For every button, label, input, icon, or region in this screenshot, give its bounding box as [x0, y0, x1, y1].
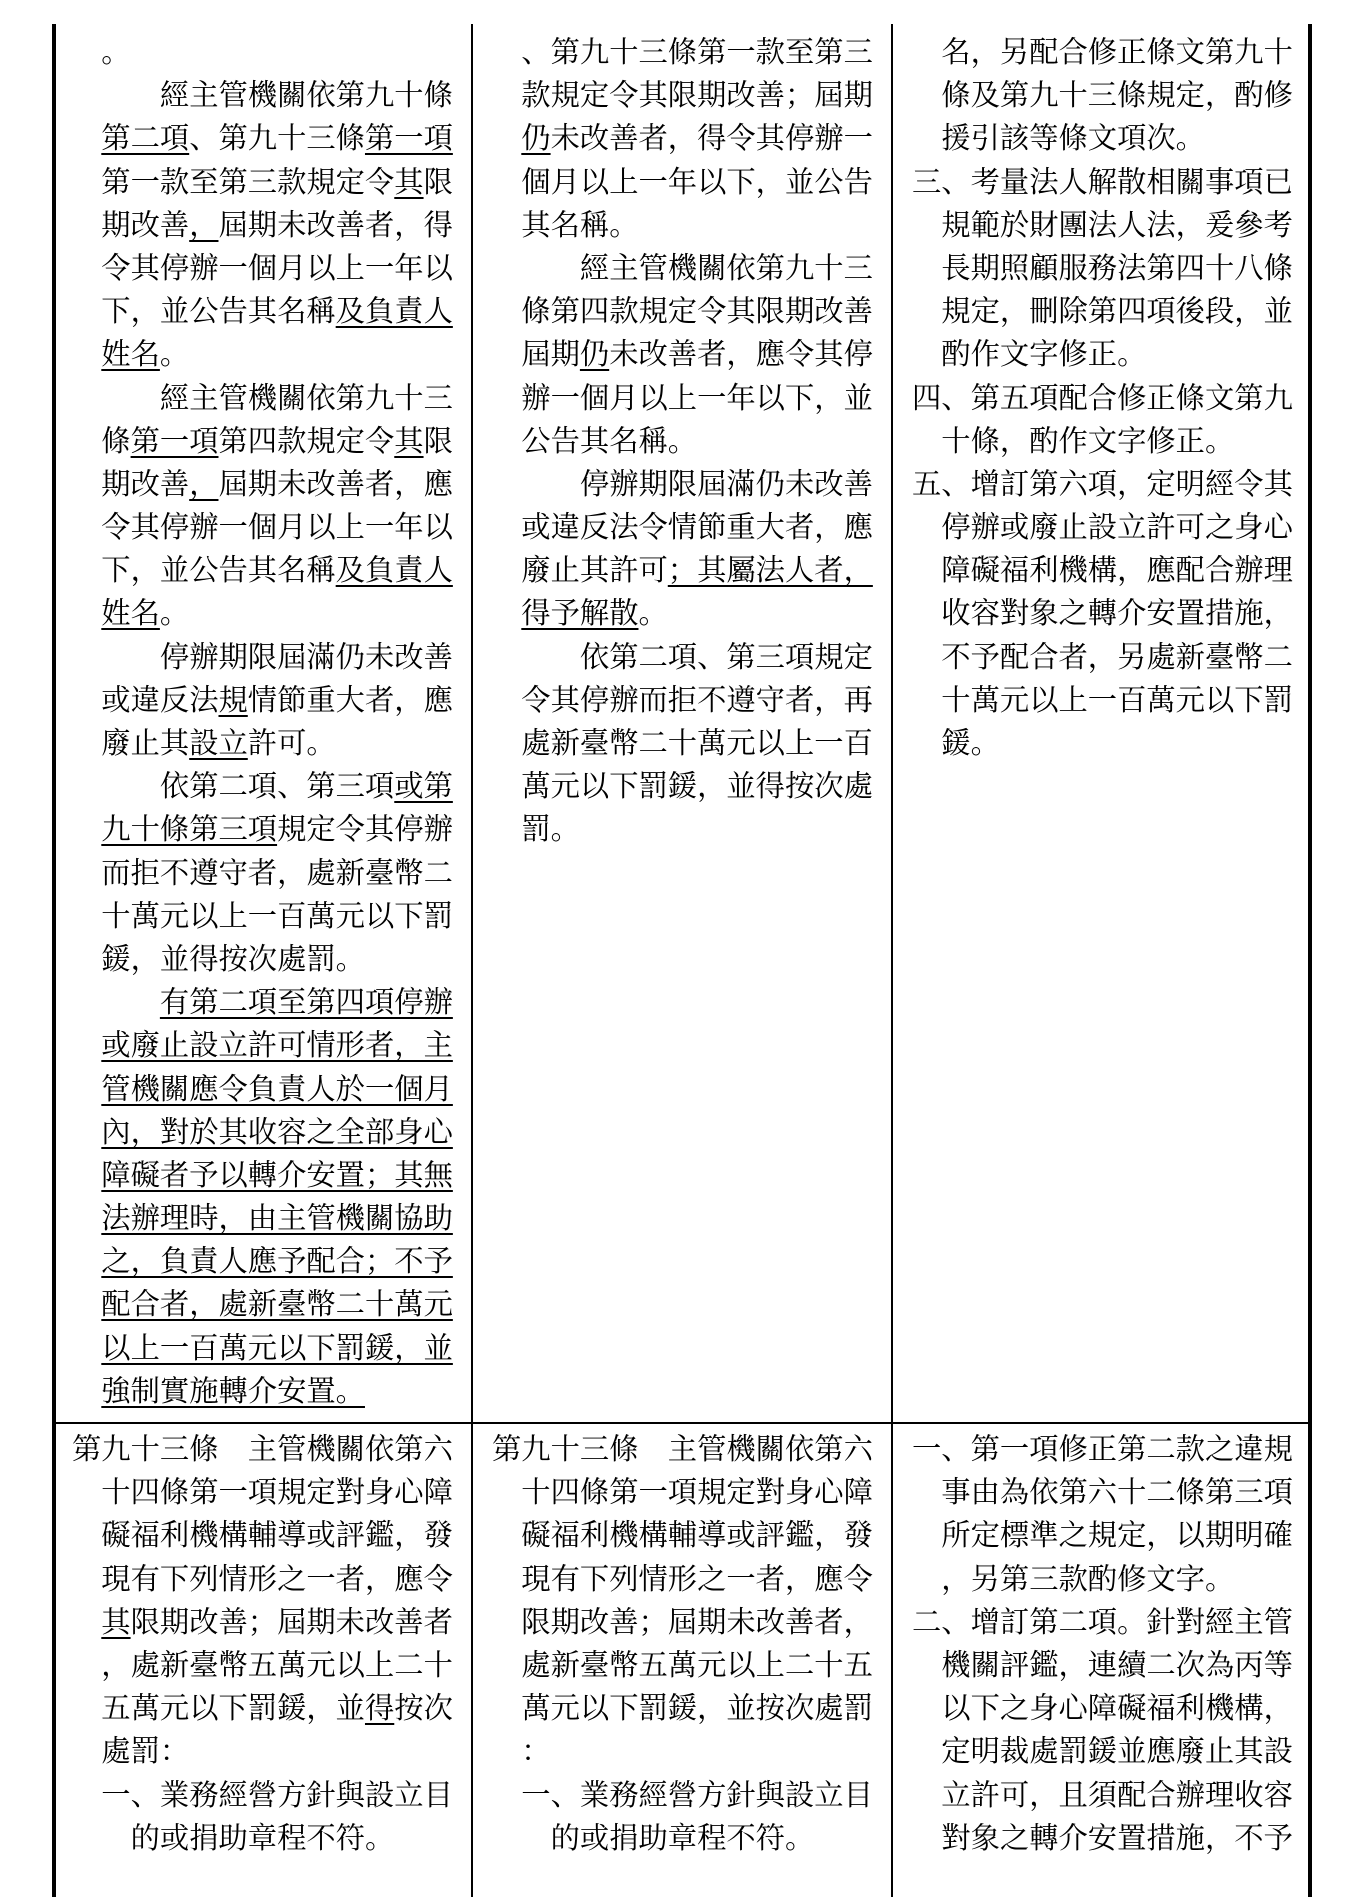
text-segment: 十萬元以上一百萬元以下罰: [101, 898, 453, 933]
text-line: [72, 1240, 453, 1283]
text-segment: 未改善者，得令其停辦一: [550, 121, 873, 156]
text-line: [492, 420, 873, 463]
text-segment: 停辦期限屆滿仍未改善: [579, 466, 873, 501]
column-divider-2: [891, 24, 893, 1897]
text-segment: 按次: [394, 1691, 453, 1726]
article-block: [72, 1428, 453, 1774]
underlined-text: 之，負責人應予配合；不予: [101, 1244, 453, 1279]
row-divider: [52, 1422, 1312, 1424]
text-segment: 處新臺幣五萬元以上二十五: [521, 1647, 873, 1682]
text-line: [72, 1471, 453, 1514]
underlined-text: 以上一百萬元以下罰鍰，並: [101, 1330, 453, 1365]
text-line: [912, 333, 1293, 376]
text-line: [492, 1644, 873, 1687]
text-line: [72, 679, 453, 722]
text-line: [72, 1370, 453, 1413]
text-line: [912, 679, 1293, 722]
text-line: [492, 506, 873, 549]
text-segment: 十條，酌作文字修正。: [941, 423, 1235, 458]
text-line: [492, 636, 873, 679]
underlined-text: 第一項: [364, 121, 453, 156]
text-segment: 處新臺幣二十萬元以上一百: [521, 726, 873, 760]
text-segment: 長期照顧服務法第四十八條: [941, 250, 1293, 285]
text-segment: 許可。: [247, 726, 336, 760]
text-segment: 礙福利機構輔導或評鑑，發: [101, 1518, 453, 1553]
text-segment: 限: [423, 164, 453, 199]
underlined-text: ；其屬法人者，: [667, 553, 873, 588]
text-segment: 令其停辦而拒不遵守者，再: [521, 682, 873, 717]
list-item: [72, 1774, 453, 1860]
text-segment: 令其停辦一個月以上一年以: [101, 510, 453, 545]
text-segment: 廢止其: [101, 726, 190, 760]
text-line: [492, 722, 873, 765]
text-line: [912, 1817, 1293, 1860]
text-line: [72, 1068, 453, 1111]
text-line: [72, 204, 453, 247]
text-segment: 限期改善；屆期未改善者: [130, 1604, 453, 1639]
paragraph: [72, 981, 453, 1413]
table-border-right: [1308, 24, 1312, 1897]
text-segment: 五萬元以下罰鍰，並: [101, 1691, 365, 1726]
text-line: [72, 636, 453, 679]
text-line: [492, 1687, 873, 1730]
text-segment: 。: [159, 337, 190, 372]
text-segment: 停辦或廢止設立許可之身心: [941, 510, 1293, 545]
text-segment: 障礙福利機構，應配合辦理: [941, 553, 1293, 588]
underlined-text: 其: [394, 164, 424, 199]
text-segment: 名，另配合修正條文第九十: [941, 35, 1293, 69]
paragraph: [72, 765, 453, 981]
list-item: [492, 1774, 873, 1860]
text-segment: 十萬元以上一百萬元以下罰: [941, 682, 1293, 717]
text-line: [492, 161, 873, 204]
text-segment: 所定標準之規定，以期明確: [941, 1518, 1293, 1553]
underlined-text: 障礙者予以轉介安置；其無: [101, 1157, 453, 1192]
text-line: [912, 549, 1293, 592]
text-segment: 限期改善；屆期未改善者，: [521, 1604, 873, 1639]
text-segment: 未改善者，應令其停: [609, 337, 873, 372]
text-segment: 對象之轉介安置措施，不予: [941, 1820, 1293, 1855]
text-segment: 規定，刪除第四項後段，並: [941, 294, 1293, 329]
continued-paragraph: [72, 31, 453, 74]
underlined-text: 得予解散: [521, 596, 639, 631]
current-provision-cell: [492, 1428, 873, 1860]
text-segment: 援引該等條文項次。: [941, 121, 1205, 156]
underlined-text: 得: [364, 1691, 395, 1726]
explanation-cell: [912, 1428, 1293, 1860]
text-line: [912, 1687, 1293, 1730]
text-segment: 下，並公告其名稱: [101, 553, 336, 588]
text-segment: 廢止其許可: [521, 553, 668, 588]
text-line: [72, 549, 453, 592]
text-segment: 或違反法: [101, 682, 219, 717]
text-segment: 辦一個月以上一年以下，並: [521, 380, 873, 415]
text-segment: 其名稱。: [521, 207, 639, 242]
text-segment: 規定令其停辦: [277, 812, 453, 847]
text-line: [72, 1327, 453, 1370]
explanation-note: [912, 1428, 1293, 1601]
text-segment: 期改善: [101, 466, 190, 501]
text-segment: 定明裁處罰鍰並應廢止其設: [941, 1734, 1293, 1769]
text-segment: 款規定令其限期改善；屆期: [521, 78, 873, 113]
table-border-left: [52, 24, 56, 1897]
underlined-text: 強制實施轉介安置。: [101, 1373, 365, 1408]
text-segment: 依第二項、第三項規定: [579, 639, 873, 674]
text-segment: 五、增訂第六項，定明經令其: [912, 466, 1293, 501]
text-line: [492, 1514, 873, 1557]
text-segment: 條: [101, 423, 131, 458]
text-line: [72, 247, 453, 290]
text-line: [912, 722, 1293, 765]
text-segment: 、第九十三條: [189, 121, 365, 156]
text-line: [912, 377, 1293, 420]
text-line: [72, 592, 453, 635]
text-line: [492, 1558, 873, 1601]
text-line: [492, 463, 873, 506]
text-line: [72, 722, 453, 765]
text-line: [492, 117, 873, 160]
article-block: [492, 1428, 873, 1774]
text-line: [912, 204, 1293, 247]
text-segment: 萬元以下罰鍰，並按次處罰: [521, 1691, 873, 1726]
text-line: [912, 1644, 1293, 1687]
text-line: [72, 808, 453, 851]
text-segment: 停辦期限屆滿仍未改善: [159, 639, 453, 674]
text-line: [72, 377, 453, 420]
text-line: [492, 1730, 873, 1773]
explanation-note: [912, 463, 1293, 765]
underlined-text: 有第二項至第四項停辦: [159, 985, 453, 1020]
article-heading: 第九十三條: [492, 1432, 639, 1466]
text-segment: 情節重大者，應: [247, 682, 453, 717]
text-line: [912, 636, 1293, 679]
text-line: [72, 1514, 453, 1557]
text-segment: 屆期: [521, 337, 580, 372]
paragraph: [492, 247, 873, 463]
text-segment: 下，並公告其名稱: [101, 294, 336, 329]
text-line: [492, 549, 873, 592]
text-line: [912, 117, 1293, 160]
text-line: [72, 1428, 453, 1471]
text-line: [72, 1601, 453, 1644]
text-line: [72, 981, 453, 1024]
underlined-text: 設立: [189, 726, 248, 760]
text-line: [912, 420, 1293, 463]
text-line: [912, 463, 1293, 506]
text-line: [72, 938, 453, 981]
text-segment: 處罰：: [101, 1734, 190, 1769]
text-segment: 礙福利機構輔導或評鑑，發: [521, 1518, 873, 1553]
text-segment: 公告其名稱。: [521, 423, 698, 458]
text-segment: 規範於財團法人法，爰參考: [941, 207, 1293, 242]
text-segment: 限: [423, 423, 453, 458]
text-segment: ：: [521, 1734, 551, 1769]
text-segment: 一、業務經營方針與設立目: [521, 1777, 873, 1812]
text-line: [72, 1774, 453, 1817]
text-line: [912, 1428, 1293, 1471]
text-line: [72, 895, 453, 938]
text-line: [72, 31, 453, 74]
text-line: [492, 1428, 873, 1471]
paragraph: [72, 74, 453, 376]
amended-provision-cell: [72, 1428, 453, 1860]
paragraph: [492, 636, 873, 852]
text-segment: 條第四款規定令其限期改善: [521, 294, 873, 329]
underlined-text: ，: [189, 207, 219, 242]
text-segment: 萬元以下罰鍰，並得按次處: [521, 769, 873, 804]
text-segment: 罰。: [521, 812, 580, 847]
text-segment: 一、業務經營方針與設立目: [101, 1777, 453, 1812]
text-line: [72, 1024, 453, 1067]
text-segment: 立許可，且須配合辦理收容: [941, 1777, 1293, 1812]
explanation-cell: [912, 31, 1293, 765]
text-line: [912, 161, 1293, 204]
text-line: [72, 1730, 453, 1773]
text-line: [72, 420, 453, 463]
text-line: [72, 1558, 453, 1601]
text-line: [492, 765, 873, 808]
column-divider-1: [471, 24, 473, 1897]
text-line: [72, 765, 453, 808]
text-segment: 三、考量法人解散相關事項已: [912, 164, 1293, 199]
text-segment: 屆期未改善者，得: [218, 207, 453, 242]
text-line: [912, 1601, 1293, 1644]
underlined-text: 第一項: [130, 423, 219, 458]
text-segment: ，另第三款酌修文字。: [941, 1561, 1235, 1596]
text-segment: 經主管機關依第九十三: [579, 250, 873, 285]
text-line: [912, 506, 1293, 549]
underlined-text: 或第: [394, 769, 453, 804]
text-line: [72, 1111, 453, 1154]
text-segment: 主管機關依第六: [667, 1432, 873, 1466]
text-segment: 機關評鑑，連續二次為丙等: [941, 1647, 1293, 1682]
underlined-text: 第二項: [101, 121, 190, 156]
underlined-text: 及負責人: [335, 553, 453, 588]
text-line: [492, 1601, 873, 1644]
text-segment: 現有下列情形之一者，應令: [101, 1561, 453, 1596]
text-segment: 二、增訂第二項。針對經主管: [912, 1604, 1293, 1639]
text-segment: 的或捐助章程不符。: [130, 1820, 395, 1855]
text-line: [912, 247, 1293, 290]
underlined-text: 配合者，處新臺幣二十萬元: [101, 1287, 453, 1322]
text-segment: 。: [101, 35, 131, 69]
text-segment: 收容對象之轉介安置措施，: [941, 596, 1293, 631]
paragraph: [72, 377, 453, 636]
underlined-text: ，: [189, 466, 219, 501]
text-segment: 不予配合者，另處新臺幣二: [941, 639, 1293, 674]
text-segment: 經主管機關依第九十三: [159, 380, 453, 415]
text-line: [492, 74, 873, 117]
text-segment: 鍰。: [941, 726, 1000, 760]
text-line: [912, 1730, 1293, 1773]
text-segment: 依第二項、第三項: [159, 769, 395, 804]
text-line: [492, 592, 873, 635]
text-segment: 經主管機關依第九十條: [159, 78, 453, 113]
text-line: [72, 161, 453, 204]
text-segment: ，處新臺幣五萬元以上二十: [101, 1647, 453, 1682]
text-line: [72, 1817, 453, 1860]
text-line: [492, 31, 873, 74]
underlined-text: 內，對於其收容之全部身心: [101, 1114, 453, 1149]
text-line: [492, 1817, 873, 1860]
text-line: [72, 333, 453, 376]
text-line: [912, 1558, 1293, 1601]
text-line: [72, 1197, 453, 1240]
text-line: [912, 1514, 1293, 1557]
amended-provision-cell: [72, 31, 453, 1413]
current-provision-cell: [492, 31, 873, 852]
text-line: [72, 1283, 453, 1326]
text-line: [72, 117, 453, 160]
underlined-text: 仍: [521, 121, 551, 156]
text-segment: 、第九十三條第一款至第三: [521, 35, 873, 69]
text-line: [492, 808, 873, 851]
explanation-note: [912, 1601, 1293, 1860]
text-segment: 的或捐助章程不符。: [550, 1820, 815, 1855]
underlined-text: 法辦理時，由主管機關協助: [101, 1201, 453, 1236]
continued-paragraph: [912, 31, 1293, 161]
text-segment: 期改善: [101, 207, 190, 242]
text-line: [492, 1774, 873, 1817]
underlined-text: 其: [101, 1604, 131, 1639]
text-segment: 而拒不遵守者，處新臺幣二: [101, 855, 453, 890]
text-segment: 或違反法令情節重大者，應: [521, 510, 873, 545]
text-line: [72, 506, 453, 549]
text-segment: 令其停辦一個月以上一年以: [101, 250, 453, 285]
text-line: [912, 74, 1293, 117]
text-segment: 事由為依第六十二條第三項: [941, 1475, 1293, 1510]
text-segment: 。: [638, 596, 668, 631]
text-line: [72, 1687, 453, 1730]
underlined-text: 九十條第三項: [101, 812, 278, 847]
text-segment: 現有下列情形之一者，應令: [521, 1561, 873, 1596]
text-segment: 。: [159, 596, 190, 631]
text-line: [492, 1471, 873, 1514]
text-segment: 十四條第一項規定對身心障: [101, 1475, 453, 1510]
underlined-text: 及負責人: [335, 294, 453, 329]
underlined-text: 規: [218, 682, 248, 717]
paragraph: [492, 463, 873, 636]
text-segment: 個月以上一年以下，並公告: [521, 164, 873, 199]
paragraph: [72, 636, 453, 766]
text-segment: 酌作文字修正。: [941, 337, 1147, 372]
text-line: [72, 74, 453, 117]
text-line: [72, 463, 453, 506]
text-line: [492, 679, 873, 722]
text-line: [912, 31, 1293, 74]
text-line: [72, 1644, 453, 1687]
underlined-text: 或廢止設立許可情形者，主: [101, 1028, 453, 1063]
text-segment: 第四款規定令: [218, 423, 395, 458]
text-segment: 一、第一項修正第二款之違規: [912, 1432, 1293, 1466]
text-line: [912, 1774, 1293, 1817]
text-segment: 鍰，並得按次處罰。: [101, 941, 365, 976]
text-segment: 四、第五項配合修正條文第九: [912, 380, 1293, 415]
text-segment: 主管機關依第六: [247, 1432, 453, 1466]
text-segment: 以下之身心障礙福利機構，: [941, 1691, 1293, 1726]
text-line: [492, 247, 873, 290]
text-line: [492, 204, 873, 247]
text-line: [492, 377, 873, 420]
text-segment: 屆期未改善者，應: [218, 466, 453, 501]
explanation-note: [912, 161, 1293, 377]
text-line: [72, 290, 453, 333]
text-segment: 十四條第一項規定對身心障: [521, 1475, 873, 1510]
text-segment: 第一款至第三款規定令: [101, 164, 395, 199]
text-line: [912, 1471, 1293, 1514]
underlined-text: 管機關應令負責人於一個月: [101, 1071, 453, 1106]
text-line: [72, 1154, 453, 1197]
explanation-note: [912, 377, 1293, 463]
text-segment: 條及第九十三條規定，酌修: [941, 78, 1293, 113]
text-line: [72, 852, 453, 895]
text-line: [492, 290, 873, 333]
article-heading: 第九十三條: [72, 1432, 219, 1466]
continued-paragraph: [492, 31, 873, 247]
underlined-text: 姓名: [101, 596, 160, 631]
text-line: [912, 592, 1293, 635]
underlined-text: 姓名: [101, 337, 160, 372]
underlined-text: 仍: [579, 337, 610, 372]
text-line: [912, 290, 1293, 333]
underlined-text: 其: [394, 423, 424, 458]
text-line: [492, 333, 873, 376]
